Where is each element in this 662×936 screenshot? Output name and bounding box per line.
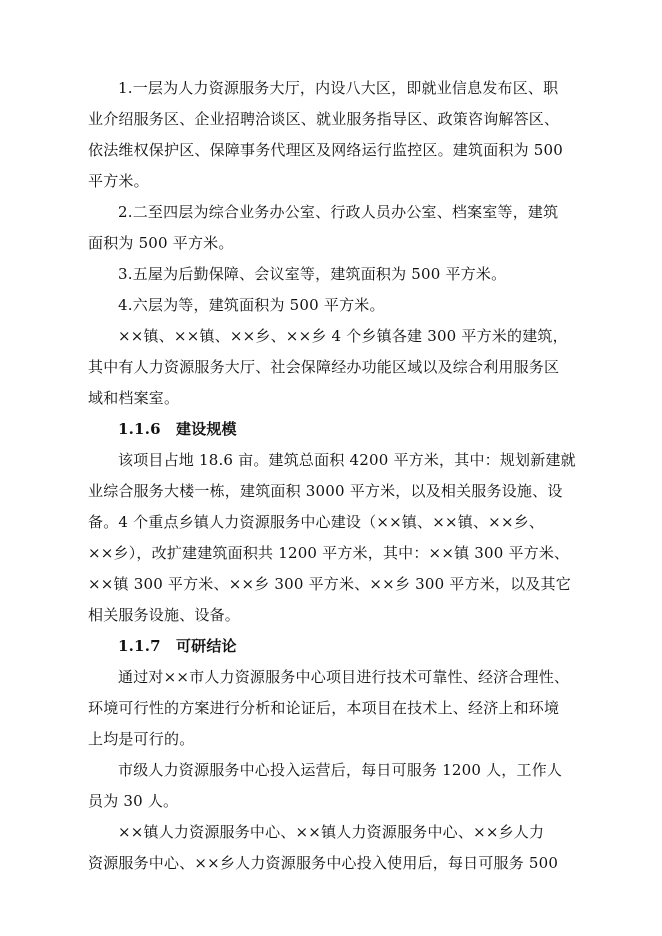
text-line: 4.六层为等，建筑面积为 500 平方米。 bbox=[118, 296, 385, 314]
text-line: 市级人力资源服务中心投入运营后，每日可服务 1200 人，工作人 bbox=[118, 761, 563, 779]
text-line: 相关服务设施、设备。 bbox=[88, 606, 241, 624]
section-heading-construction-scale: 1.1.6 建设规模 bbox=[118, 420, 237, 438]
text-line: 业综合服务大楼一栋，建筑面积 3000 平方米，以及相关服务设施、设 bbox=[88, 482, 563, 500]
text-line: 该项目占地 18.6 亩。建筑总面积 4200 平方米，其中：规划新建就 bbox=[118, 451, 576, 469]
text-line: 2.二至四层为综合业务办公室、行政人员办公室、档案室等，建筑 bbox=[118, 203, 559, 221]
text-line: 域和档案室。 bbox=[88, 389, 180, 407]
text-line: 依法维权保护区、保障事务代理区及网络运行监控区。建筑面积为 500 bbox=[88, 141, 564, 159]
text-line: ××镇人力资源服务中心、××镇人力资源服务中心、××乡人力 bbox=[118, 823, 545, 841]
text-line: 环境可行性的方案进行分析和论证后，本项目在技术上、经济上和环境 bbox=[88, 699, 560, 717]
text-line: ××镇 300 平方米、××乡 300 平方米、××乡 300 平方米，以及其它 bbox=[88, 575, 571, 593]
text-line: ××镇、××镇、××乡、××乡 4 个乡镇各建 300 平方米的建筑， bbox=[118, 327, 568, 345]
text-line: ××乡），改扩建建筑面积共 1200 平方米，其中：××镇 300 平方米、 bbox=[88, 544, 570, 562]
section-heading-feasibility-conclusion: 1.1.7 可研结论 bbox=[118, 637, 237, 655]
text-line: 其中有人力资源服务大厅、社会保障经办功能区域以及综合利用服务区 bbox=[88, 358, 560, 376]
text-line: 3.五屋为后勤保障、会议室等，建筑面积为 500 平方米。 bbox=[118, 265, 507, 283]
text-line: 面积为 500 平方米。 bbox=[88, 234, 234, 252]
text-line: 资源服务中心、××乡人力资源服务中心投入使用后，每日可服务 500 bbox=[88, 854, 559, 872]
text-line: 员为 30 人。 bbox=[88, 792, 179, 810]
text-line: 通过对××市人力资源服务中心项目进行技术可靠性、经济合理性、 bbox=[118, 668, 570, 686]
text-line: 上均是可行的。 bbox=[88, 730, 195, 748]
text-line: 1.一层为人力资源服务大厅，内设八大区，即就业信息发布区、职 bbox=[118, 79, 559, 97]
text-line: 业介绍服务区、企业招聘洽谈区、就业服务指导区、政策咨询解答区、 bbox=[88, 110, 560, 128]
text-line: 平方米。 bbox=[88, 172, 149, 190]
text-line: 备。4 个重点乡镇人力资源服务中心建设（××镇、××镇、××乡、 bbox=[88, 513, 545, 531]
